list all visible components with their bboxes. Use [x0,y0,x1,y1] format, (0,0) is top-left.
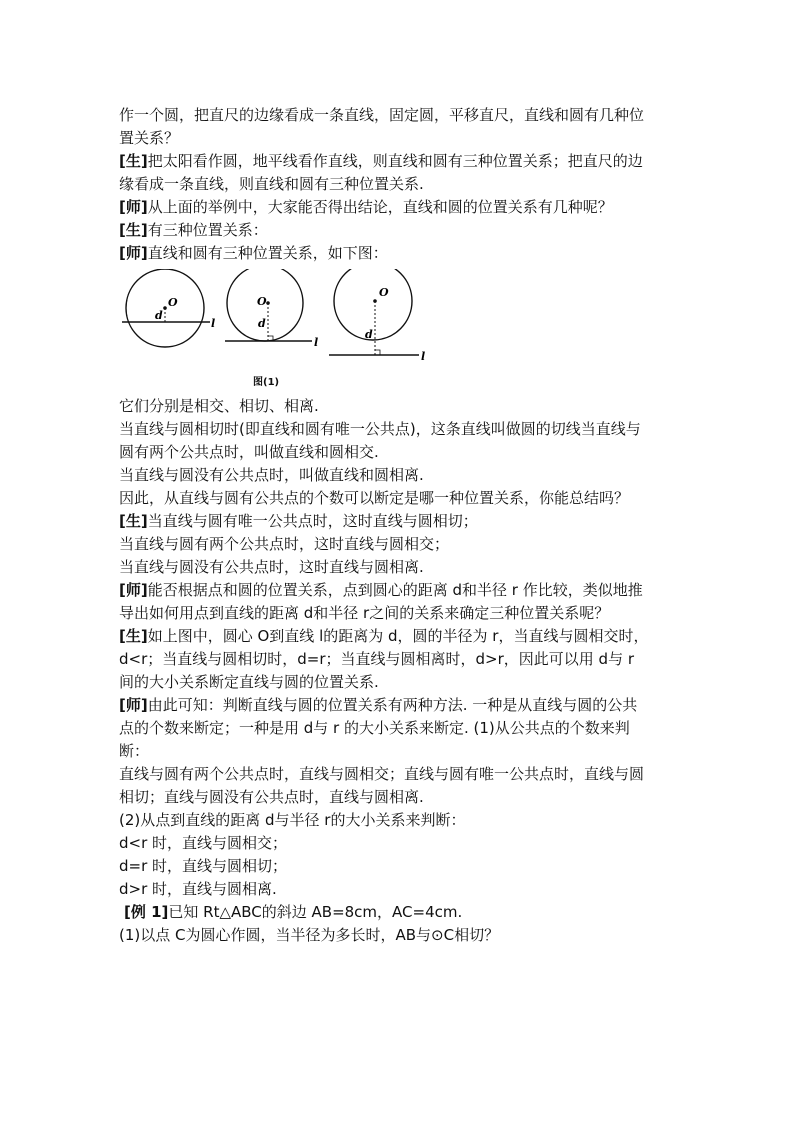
paragraph-line: 当直线与圆有两个公共点时，这时直线与圆相交； [119,535,450,553]
teacher-text: 从上面的举例中，大家能否得出结论，直线和圆的位置关系有几种呢？ [147,198,613,216]
line-label: l [314,336,319,349]
teacher-line [119,579,679,602]
teacher-tag: [师] [119,696,148,714]
student-tag: [生] [119,512,148,530]
paragraph-line: 当直线与圆相切时(即直线和圆有唯一公共点)，这条直线叫做圆的切线当直线与 [119,420,641,438]
teacher-line [119,694,679,717]
paragraph-line: 置关系？ [119,129,180,147]
d-label: d [365,328,373,341]
right-angle-mark [375,350,380,355]
paragraph-line: 当直线与圆没有公共点时，叫做直线和圆相离. [119,466,424,484]
line-label: l [421,350,426,363]
student-text: 有三种位置关系： [147,221,268,239]
student-tag: [生] [119,152,148,170]
center-label: O [379,286,389,299]
figure-drawing [119,269,449,395]
teacher-tag: [师] [119,198,148,216]
paragraph-line: 直线与圆有两个公共点时，直线与圆相交；直线与圆有唯一公共点时，直线与圆 [119,765,645,783]
paragraph-line: 相切；直线与圆没有公共点时，直线与圆相离. [119,788,424,806]
student-line [119,510,679,533]
student-tag: [生] [119,627,148,645]
figure-caption: 图(1) [253,377,280,388]
center-label: O [168,296,178,309]
circle-line-figure [119,269,679,395]
teacher-line [119,196,679,219]
student-line [119,150,679,173]
student-tag: [生] [119,221,148,239]
paragraph-line: d<r；当直线与圆相切时，d=r；当直线与圆相离时，d>r，因此可以用 d与 r [119,650,634,668]
paragraph-line: d=r 时，直线与圆相切； [119,857,288,875]
paragraph-line: (2)从点到直线的距离 d与半径 r的大小关系来判断： [119,811,466,829]
paragraph-line: 导出如何用点到直线的距离 d和半径 r之间的关系来确定三种位置关系呢？ [119,604,610,622]
teacher-text: 能否根据点和圆的位置关系，点到圆心的距离 d和半径 r 作比较，类似地推 [147,581,643,599]
paragraph-line: d>r 时，直线与圆相离. [119,880,277,898]
student-line [119,219,679,242]
d-label: d [258,317,266,330]
paragraph-line: 点的个数来断定；一种是用 d与 r 的大小关系来断定. (1)从公共点的个数来判 [119,719,630,737]
paragraph-line: d<r 时，直线与圆相交； [119,834,288,852]
paragraph-line: 当直线与圆没有公共点时，这时直线与圆相离. [119,558,424,576]
paragraph-line: 间的大小关系断定直线与圆的位置关系. [119,673,379,691]
teacher-tag: [师] [119,244,148,262]
center-label: O [257,295,267,308]
paragraph-line: 断： [119,742,150,760]
teacher-text: 由此可知：判断直线与圆的位置关系有两种方法. 一种是从直线与圆的公共 [147,696,638,714]
paragraph-line: 圆有两个公共点时，叫做直线和圆相交. [119,443,379,461]
paragraph-line: 缘看成一条直线，则直线和圆有三种位置关系. [119,175,424,193]
example-line [119,901,679,924]
student-line [119,625,679,648]
student-text: 如上图中，圆心 O到直线 l的距离为 d，圆的半径为 r，当直线与圆相交时， [147,627,649,645]
circle-separate [334,269,412,340]
example-tag: [例 1] [124,903,169,921]
paragraph-line: (1)以点 C为圆心作圆，当半径为多长时，AB与⊙C相切？ [119,926,500,944]
paragraph-line: 因此，从直线与圆有公共点的个数可以断定是哪一种位置关系，你能总结吗？ [119,489,630,507]
teacher-tag: [师] [119,581,148,599]
teacher-line [119,242,679,265]
teacher-text: 直线和圆有三种位置关系，如下图： [147,244,388,262]
student-text: 当直线与圆有唯一公共点时，这时直线与圆相切； [147,512,478,530]
student-text: 把太阳看作圆，地平线看作直线，则直线和圆有三种位置关系；把直尺的边 [147,152,643,170]
d-label: d [155,309,163,322]
document-page [119,104,679,947]
paragraph-line: 作一个圆，把直尺的边缘看成一条直线，固定圆，平移直尺，直线和圆有几种位 [119,106,645,124]
line-label: l [211,317,216,330]
example-text: 已知 Rt△ABC的斜边 AB=8cm，AC=4cm. [168,903,463,921]
paragraph-line: 它们分别是相交、相切、相离. [119,397,319,415]
